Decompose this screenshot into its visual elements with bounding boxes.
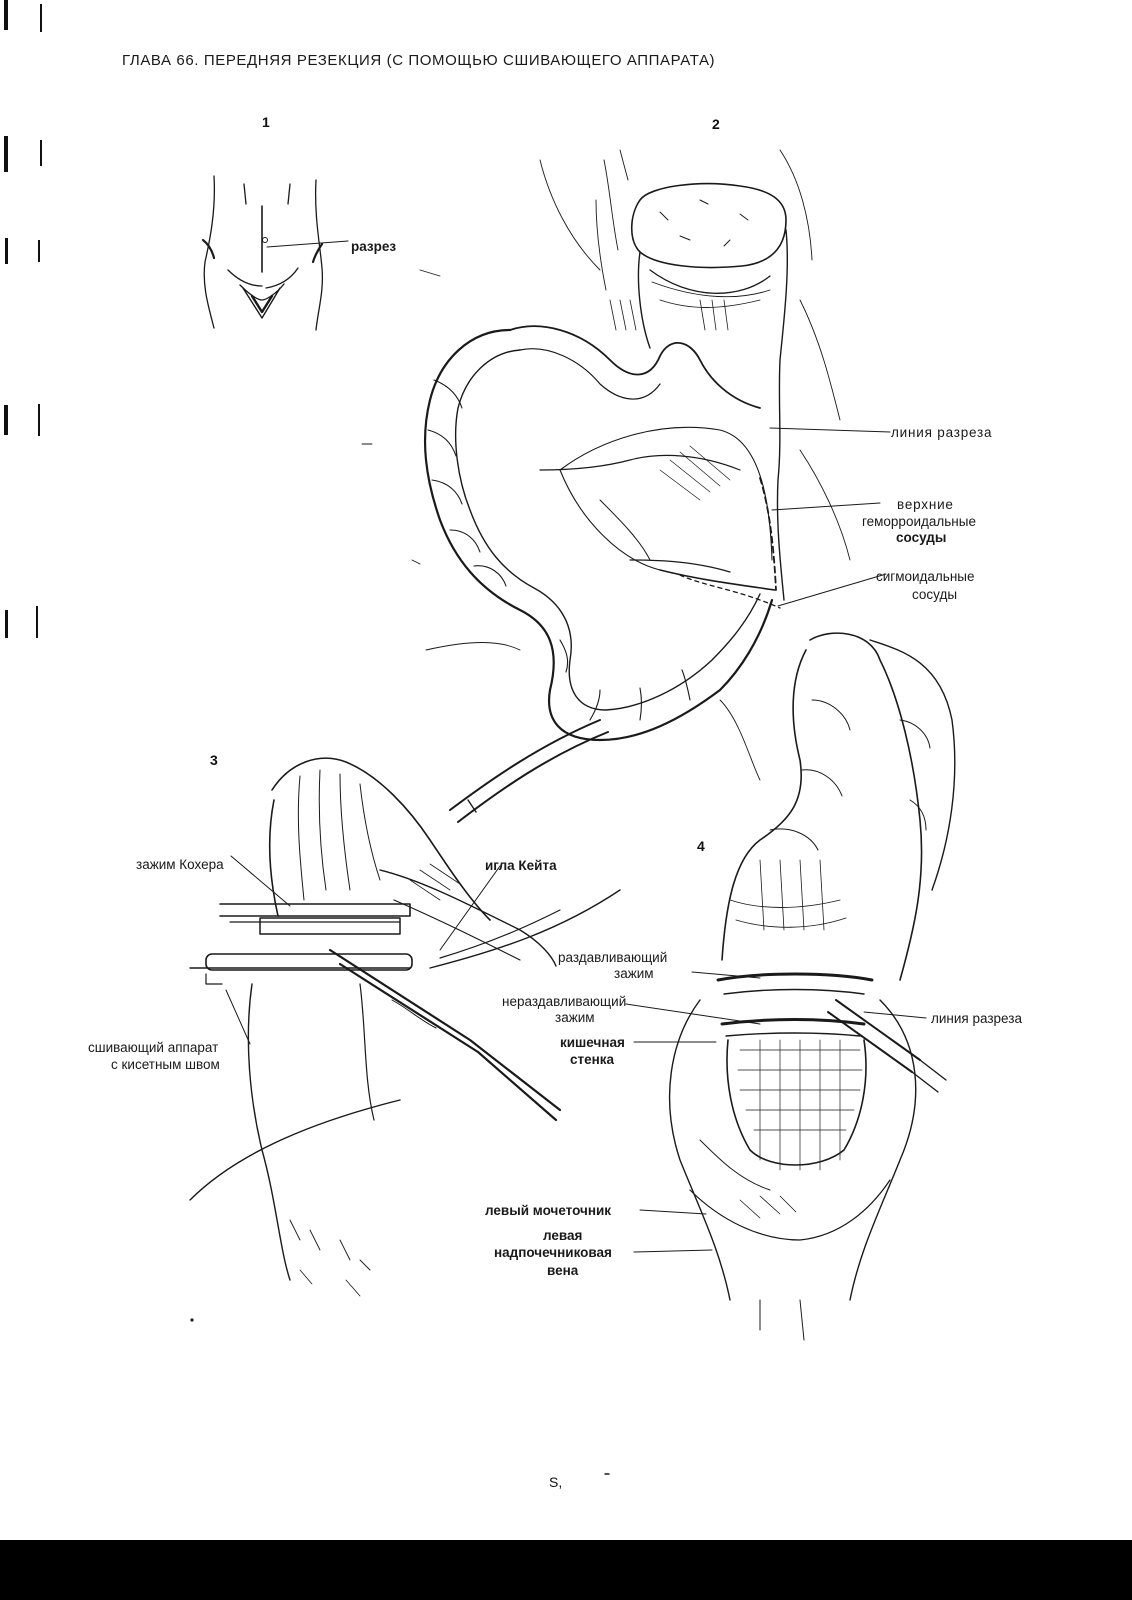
figure-2-colon-drawing	[362, 150, 850, 822]
leader-line	[778, 574, 886, 606]
leader-line	[226, 990, 250, 1044]
leader-line	[770, 428, 890, 432]
leader-line	[772, 503, 880, 510]
leader-line	[267, 241, 348, 247]
leader-line	[634, 1250, 712, 1252]
label-kocher-clamp: зажим Кохера	[136, 857, 224, 872]
figure-1-number: 1	[262, 114, 270, 130]
leader-line	[640, 1210, 706, 1214]
figure-2-number: 2	[712, 116, 720, 132]
figure-4-number: 4	[697, 838, 705, 854]
label-superior-hemorrhoidal-line2: геморроидальные	[862, 514, 976, 529]
label-resection-line-fig4: линия разреза	[931, 1011, 1022, 1026]
label-bowel-wall-line2: стенка	[570, 1052, 615, 1067]
label-noncrushing-clamp-line1: нераздавливающий	[502, 994, 627, 1009]
label-incision: разрез	[351, 239, 397, 254]
scan-bottom-bar	[0, 1540, 1132, 1600]
label-superior-hemorrhoidal-line3: сосуды	[896, 530, 947, 545]
label-left-adrenal-vein-line1: левая	[543, 1228, 583, 1243]
label-superior-hemorrhoidal-line1: верхние	[897, 497, 954, 512]
figure-4-drawing	[670, 633, 955, 1340]
label-sigmoid-vessels-line2: сосуды	[912, 587, 958, 602]
label-stapler-line1: сшивающий аппарат	[88, 1040, 219, 1055]
figure-3-number: 3	[210, 752, 218, 768]
label-resection-line: линия разреза	[891, 425, 993, 440]
label-bowel-wall-line1: кишечная	[560, 1035, 625, 1050]
label-left-adrenal-vein-line3: вена	[547, 1263, 579, 1278]
figure-1-torso-drawing	[203, 176, 322, 330]
leader-line	[626, 1004, 760, 1024]
label-noncrushing-clamp-line2: зажим	[555, 1010, 595, 1025]
chapter-header: ГЛАВА 66. ПЕРЕДНЯЯ РЕЗЕКЦИЯ (С ПОМОЩЬЮ СШИВАЮЩЕГО АППАРАТА)	[122, 52, 716, 69]
label-sigmoid-vessels-line1: сигмоидальные	[876, 569, 975, 584]
label-stapler-line2: с кисетным швом	[111, 1057, 220, 1072]
page-mark: S,	[549, 1474, 563, 1490]
label-crushing-clamp-line2: зажим	[614, 966, 654, 981]
label-left-ureter: левый мочеточник	[485, 1203, 612, 1218]
leader-line	[440, 866, 500, 950]
label-keith-needle: игла Кейта	[485, 858, 557, 873]
label-crushing-clamp-line1: раздавливающий	[558, 950, 668, 965]
label-left-adrenal-vein-line2: надпочечниковая	[494, 1245, 612, 1260]
leader-line	[231, 856, 290, 906]
